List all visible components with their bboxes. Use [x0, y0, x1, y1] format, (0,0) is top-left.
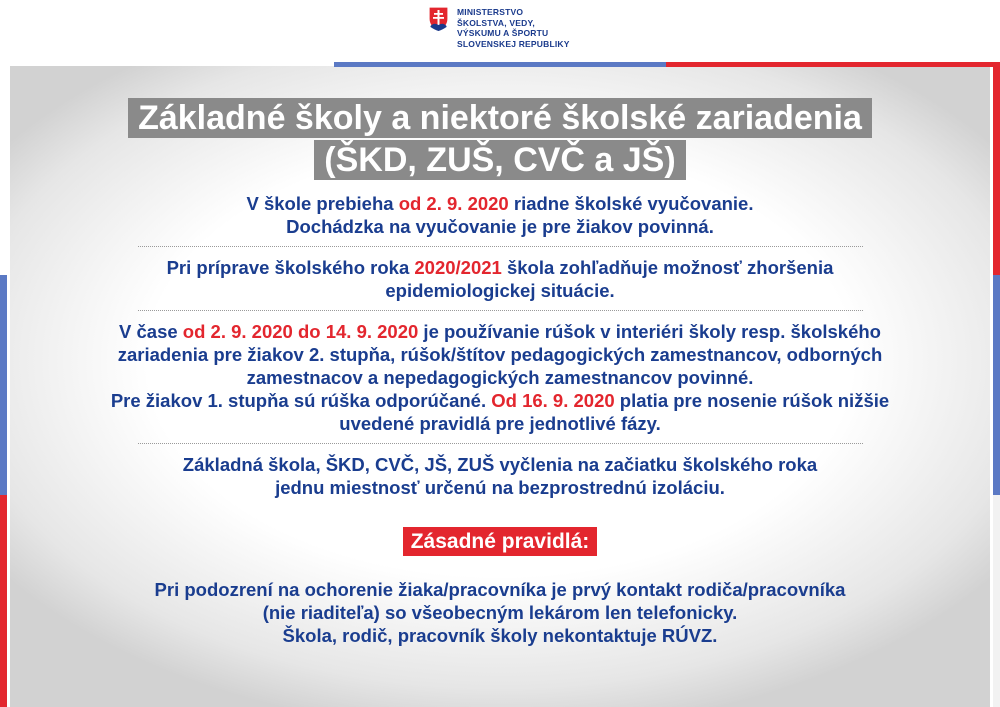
- section-school-year: [75, 256, 925, 302]
- text: Pri príprave školského roka: [166, 257, 415, 278]
- page-title: [0, 98, 1000, 180]
- text: V škole prebieha: [246, 193, 399, 214]
- rules-heading: Zásadné pravidlá:: [403, 527, 598, 556]
- ministry-name: [457, 7, 570, 49]
- section-school-start: [75, 192, 925, 238]
- header: [0, 0, 1000, 62]
- slovak-coat-of-arms-icon: [428, 6, 449, 32]
- highlight-date: Od 16. 9. 2020: [491, 390, 615, 411]
- highlight-date: od 2. 9. 2020: [398, 193, 509, 214]
- logo-line: VÝSKUMU A ŠPORTU: [457, 28, 549, 38]
- logo-line: SLOVENSKEJ REPUBLIKY: [457, 38, 570, 49]
- dotted-divider: [138, 443, 863, 444]
- text: Pre žiakov 1. stupňa sú rúška odporúčané.: [110, 390, 492, 411]
- section-isolation-room: [75, 453, 925, 499]
- title-line-1: Základné školy a niektoré školské zariadenia: [128, 98, 872, 138]
- text: (nie riaditeľa) so všeobecným lekárom len telefonicky.: [262, 602, 738, 623]
- text: platia pre nosenie rúšok nižšie: [614, 390, 890, 411]
- rules-heading-wrap: [0, 527, 1000, 556]
- text: epidemiologickej situácie.: [385, 280, 615, 301]
- top-red-stripe: [666, 62, 1000, 67]
- logo-line: MINISTERSTVO: [457, 7, 524, 17]
- text: Škola, rodič, pracovník školy nekontaktuje RÚVZ.: [282, 625, 718, 646]
- dotted-divider: [138, 310, 863, 311]
- logo-line: ŠKOLSTVA, VEDY,: [457, 17, 535, 28]
- text: uvedené pravidlá pre jednotlivé fázy.: [339, 413, 661, 434]
- text: V čase: [119, 321, 183, 342]
- text: zariadenia pre žiakov 2. stupňa, rúšok/štítov pedagogických zamestnancov, odborných: [117, 344, 883, 365]
- text: je používanie rúšok v interiéri školy resp. školského: [418, 321, 881, 342]
- top-blue-stripe: [334, 62, 666, 67]
- highlight-date: od 2. 9. 2020 do 14. 9. 2020: [182, 321, 419, 342]
- info-sections: [0, 192, 1000, 499]
- text: Pri podozrení na ochorenie žiaka/pracovníka je prvý kontakt rodiča/pracovníka: [154, 579, 846, 600]
- text: Dochádzka na vyučovanie je pre žiakov povinná.: [286, 216, 714, 237]
- text: zamestnacov a nepedagogických zamestnancov povinné.: [246, 367, 754, 388]
- rules-text: [0, 578, 1000, 647]
- text: škola zohľadňuje možnosť zhoršenia: [501, 257, 834, 278]
- text: jednu miestnosť určenú na bezprostrednú izoláciu.: [275, 477, 725, 498]
- dotted-divider: [138, 246, 863, 247]
- title-line-2: (ŠKD, ZUŠ, CVČ a JŠ): [314, 140, 685, 180]
- section-masks: [75, 320, 925, 435]
- ministry-logo: [428, 6, 570, 49]
- highlight-year: 2020/2021: [414, 257, 502, 278]
- text: riadne školské vyučovanie.: [508, 193, 754, 214]
- text: Základná škola, ŠKD, CVČ, JŠ, ZUŠ vyčlenia na začiatku školského roka: [182, 454, 818, 475]
